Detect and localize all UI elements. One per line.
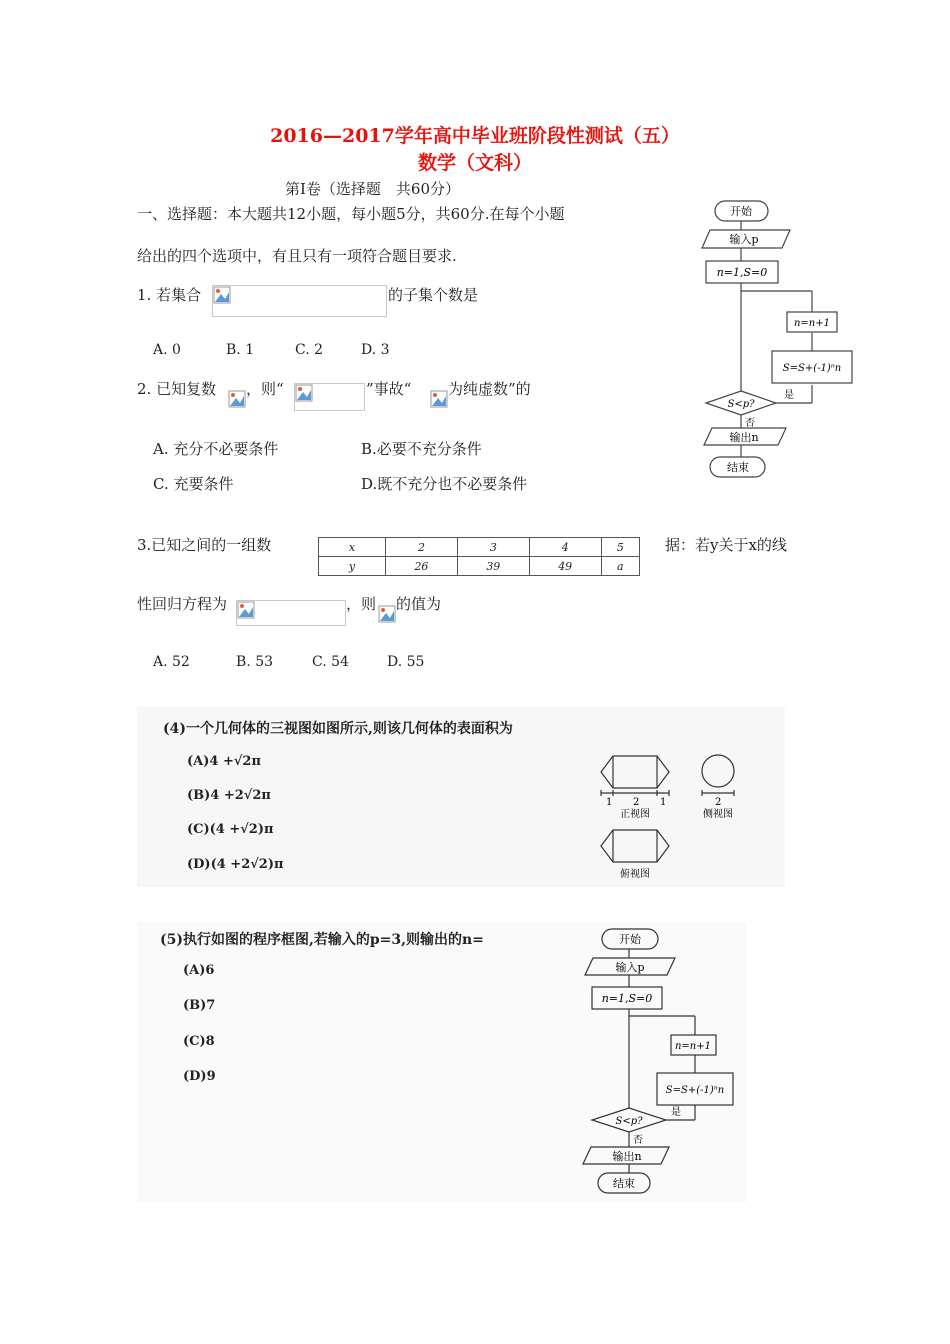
table-y-cell: 39 [457,557,529,576]
q2-text-4: 为纯虚数”的 [448,380,531,398]
table-y-cell: 26 [386,557,458,576]
q2-text-2: ，则“ [246,380,284,398]
flow-input: 输入p [615,961,645,974]
q1-option-c: C. 2 [295,342,324,358]
q3-option-c: C. 54 [312,654,349,670]
q4-option-c: (C)(4 +√2)π [187,822,274,837]
q4-option-a: (A)4 +√2π [187,754,261,769]
table-x-label: x [319,538,386,557]
q5-option-b: (B)7 [183,998,216,1013]
q1-option-d: D. 3 [361,342,390,358]
side-view-label: 侧视图 [703,809,733,820]
flowchart-top [690,195,842,480]
flow-step: n=n+1 [674,1041,712,1052]
q1-formula-image [212,285,387,317]
flow-step: n=n+1 [793,318,831,329]
section-heading: 第Ⅰ卷（选择题 共60分） [285,180,461,198]
table-y-cell: 49 [529,557,601,576]
instructions-line-2: 给出的四个选项中，有且只有一项符合题目要求. [137,247,457,265]
flow-cond: S<p? [727,399,755,410]
table-x-cell: 5 [601,538,639,557]
front-view-label: 正视图 [620,809,650,820]
q4-option-d: (D)(4 +2√2)π [187,857,284,872]
q3-data-table [318,537,640,576]
q3-line2-b: ，则 [346,595,377,613]
flow-cond: S<p? [615,1116,643,1127]
flowchart-q5 [575,925,745,1197]
q2-formula-image [294,383,365,411]
flow-no: 否 [745,418,755,429]
flow-update: S=S+(-1)ⁿn [665,1085,725,1096]
q5-option-c: (C)8 [183,1034,215,1049]
flow-end: 结束 [613,1177,635,1190]
table-x-cell: 3 [457,538,529,557]
q1-suffix: 的子集个数是 [388,286,479,304]
q3-option-a: A. 52 [153,654,190,670]
dim-label: 1 [660,797,667,808]
q3-option-b: B. 53 [236,654,274,670]
table-x-cell: 4 [529,538,601,557]
q2-option-b: B.必要不充分条件 [361,440,482,458]
q3-line2-c: 的值为 [396,595,442,613]
flow-input: 输入p [729,233,759,246]
flow-update: S=S+(-1)ⁿn [782,363,842,374]
q2-option-c: C. 充要条件 [153,475,234,493]
table-y-cell: a [601,557,639,576]
table-y-label: y [319,557,386,576]
broken-image-icon [378,605,396,623]
q3-option-d: D. 55 [387,654,425,670]
exam-subtitle: 数学（文科） [417,152,532,174]
flow-no: 否 [633,1135,643,1146]
flow-output: 输出n [612,1150,642,1163]
flow-yes: 是 [671,1107,681,1118]
broken-image-icon [295,384,313,402]
flow-output: 输出n [729,431,759,444]
broken-image-icon [430,390,448,408]
broken-image-icon [213,286,231,304]
q2-option-d: D.既不充分也不必要条件 [361,475,528,493]
broken-image-icon [237,601,255,619]
dim-label: 2 [715,797,722,808]
table-x-cell: 2 [386,538,458,557]
flow-start: 开始 [619,933,641,946]
q1-option-b: B. 1 [226,342,255,358]
q2-option-a: A. 充分不必要条件 [153,440,279,458]
q5-option-d: (D)9 [183,1069,216,1084]
q1-option-a: A. 0 [153,342,181,358]
top-view-label: 俯视图 [620,869,650,880]
q3-line2-a: 性回归方程为 [137,595,228,613]
q2-text-1: 2. 已知复数 [137,380,217,398]
q1-prefix: 1. 若集合 [137,286,202,304]
q2-text-3: ”事故“ [366,380,412,398]
q4-stem: (4)一个几何体的三视图如图所示,则该几何体的表面积为 [163,721,513,737]
dim-label: 1 [606,797,613,808]
q3-formula-image [236,600,346,626]
dim-label: 2 [633,797,640,808]
q3-suffix: 据：若y关于x的线 [665,536,787,554]
q3-prefix: 3.已知之间的一组数 [137,536,272,554]
flow-end: 结束 [727,461,749,474]
flow-start: 开始 [730,205,752,218]
flow-yes: 是 [784,390,794,401]
flow-init: n=1,S=0 [716,266,768,279]
exam-title: 2016—2017学年高中毕业班阶段性测试（五） [270,125,680,147]
q5-option-a: (A)6 [183,963,215,978]
broken-image-icon [228,390,246,408]
flow-init: n=1,S=0 [601,992,653,1005]
instructions-line-1: 一、选择题：本大题共12小题，每小题5分，共60分.在每个小题 [137,205,565,223]
q4-option-b: (B)4 +2√2π [187,788,271,803]
q5-stem: (5)执行如图的程序框图,若输入的p=3,则输出的n= [160,932,484,948]
three-views-figure [595,750,745,885]
